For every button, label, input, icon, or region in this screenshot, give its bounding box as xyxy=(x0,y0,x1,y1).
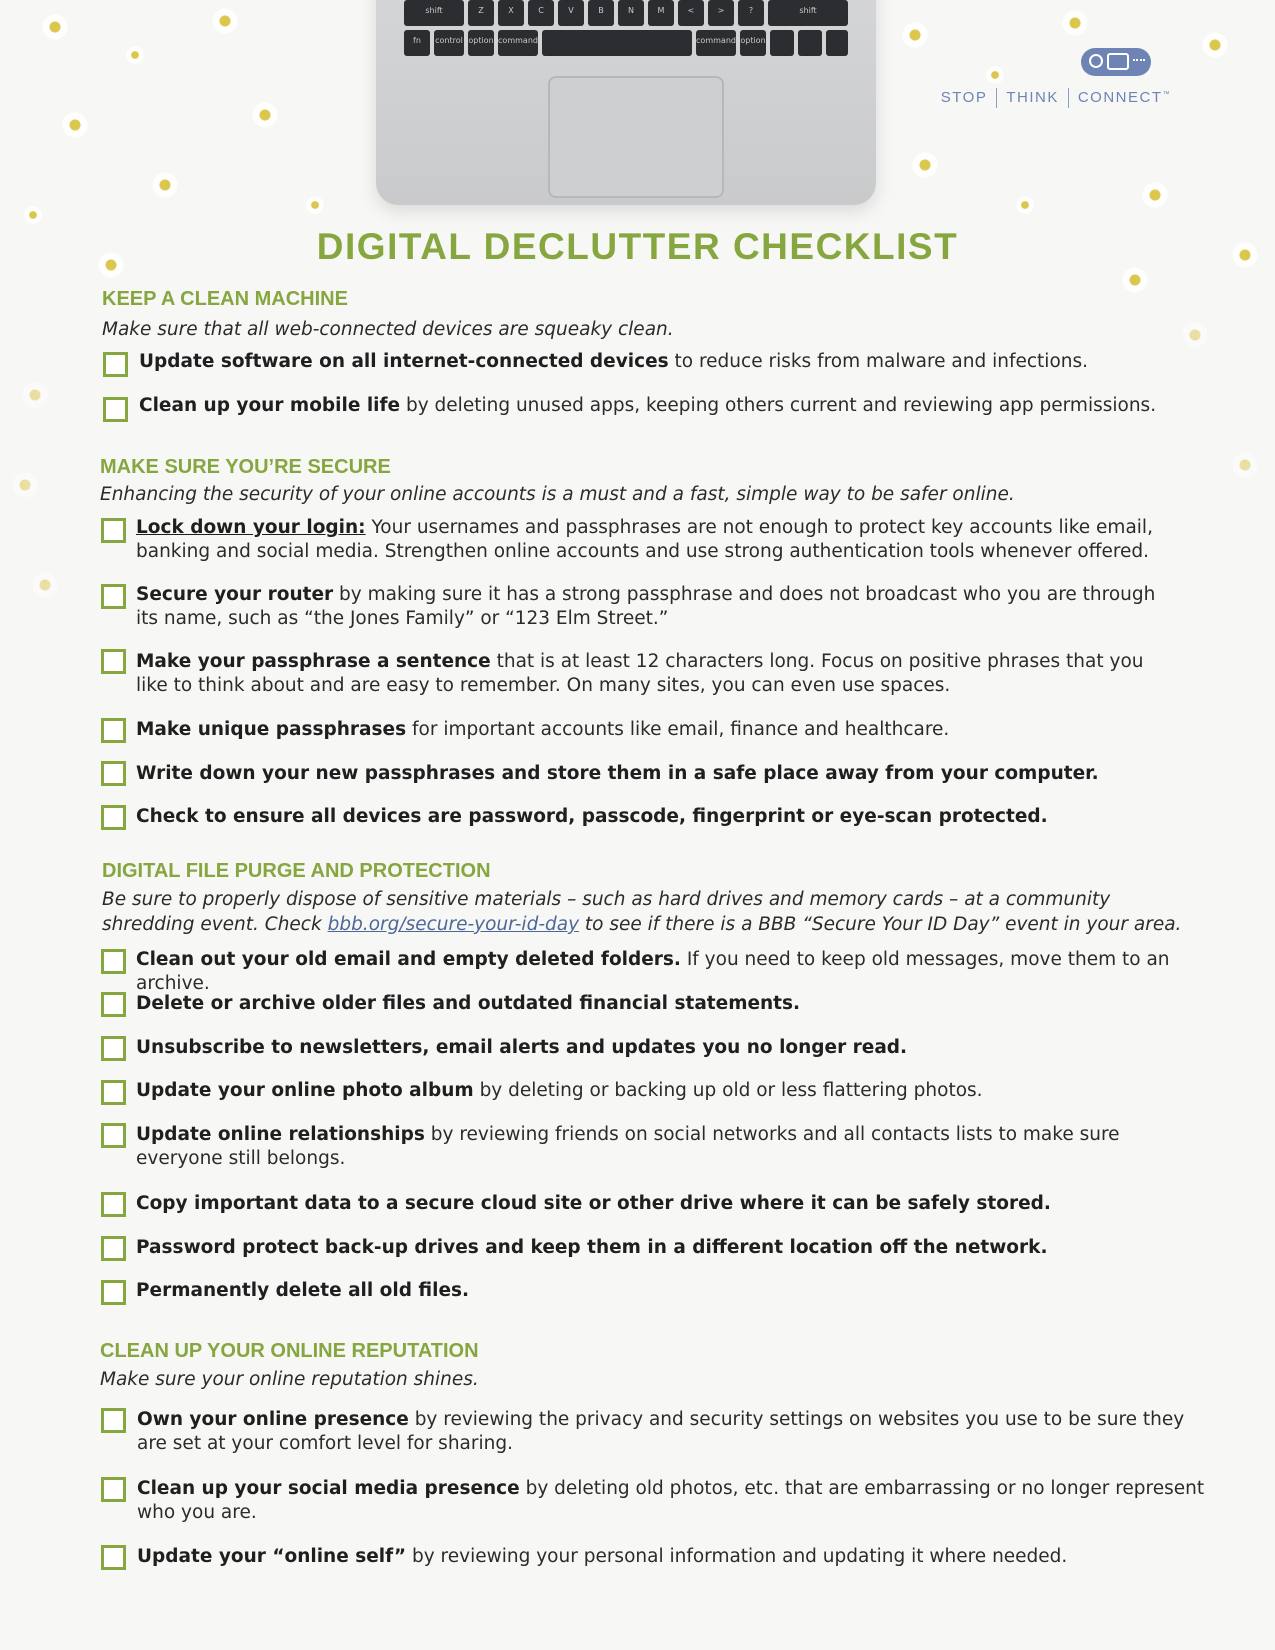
section-intro-secure: Enhancing the security of your online accounts is a must and a fast, simple way to be safer online. xyxy=(100,484,1015,505)
checkbox[interactable] xyxy=(101,949,126,974)
laptop-image xyxy=(376,0,876,205)
checkbox[interactable] xyxy=(101,1036,126,1061)
daisy-flower xyxy=(900,20,930,50)
checkbox[interactable] xyxy=(101,1192,126,1217)
daisy-flower xyxy=(20,380,50,410)
checkbox[interactable] xyxy=(101,718,126,743)
section-intro-clean-machine: Make sure that all web-connected devices are squeaky clean. xyxy=(102,319,674,340)
checkbox[interactable] xyxy=(101,761,126,786)
laptop-trackpad xyxy=(548,76,724,198)
checkbox[interactable] xyxy=(101,1477,126,1502)
key-arrow-left xyxy=(770,30,794,56)
daisy-flower xyxy=(1120,265,1150,295)
checklist-item-text: Clean out your old email and empty deleted folders. If you need to keep old messages, move them to an archive. xyxy=(136,949,1170,994)
checklist-item-text: Copy important data to a secure cloud site or other drive where it can be safely stored. xyxy=(136,1193,1051,1214)
checkbox[interactable] xyxy=(103,352,128,377)
checklist-item-text: Clean up your mobile life by deleting unused apps, keeping others current and reviewing app permissions. xyxy=(139,395,1157,416)
page-title: DIGITAL DECLUTTER CHECKLIST xyxy=(316,226,959,267)
key-b: B xyxy=(588,0,614,26)
checkbox[interactable] xyxy=(103,397,128,422)
logo-text xyxy=(941,88,1171,108)
checklist-item-text: Make your passphrase a sentence that is at least 12 characters long. Focus on positive phrases that you like to think about and are easy to remember. On many sites, you can even use spaces. xyxy=(136,651,1144,696)
checklist-item-text: Make unique passphrases for important accounts like email, finance and healthcare. xyxy=(136,719,950,740)
checklist-item-text: Password protect back-up drives and keep them in a different location off the network. xyxy=(136,1237,1048,1258)
daisy-flower xyxy=(1230,450,1260,480)
checklist-item-text: Check to ensure all devices are password, passcode, fingerprint or eye-scan protected. xyxy=(136,806,1048,827)
daisy-flower xyxy=(250,100,280,130)
checkbox[interactable] xyxy=(101,584,126,609)
key-shift-left: shift xyxy=(404,0,464,26)
key-gt: > xyxy=(708,0,734,26)
checkbox[interactable] xyxy=(101,1408,126,1433)
daisy-flower xyxy=(910,150,940,180)
key-lt: < xyxy=(678,0,704,26)
daisy-flower xyxy=(10,470,40,500)
checklist-item-text: Update online relationships by reviewing friends on social networks and all contacts lists to make sure everyone still belongs. xyxy=(136,1124,1120,1169)
checkbox[interactable] xyxy=(101,1123,126,1148)
daisy-flower xyxy=(23,205,44,226)
checklist-item-text: Update software on all internet-connected devices to reduce risks from malware and infections. xyxy=(139,351,1089,372)
logo-word-connect: CONNECT xyxy=(1077,88,1163,106)
stop-think-connect-logo xyxy=(911,48,1171,110)
key-v: V xyxy=(558,0,584,26)
checklist-item-text: Delete or archive older files and outdated financial statements. xyxy=(136,993,801,1014)
trademark-symbol: ™ xyxy=(1162,90,1171,98)
checkbox[interactable] xyxy=(101,1545,126,1570)
checklist-item-text: Secure your router by making sure it has a strong passphrase and does not broadcast who you are through its name, such as “the Jones Family” or “123 Elm Street.” xyxy=(136,584,1156,629)
section-heading-clean-machine: KEEP A CLEAN MACHINE xyxy=(102,288,348,310)
key-option: option xyxy=(468,30,494,56)
checklist-item-text: Lock down your login: Your usernames and passphrases are not enough to protect key accounts like email, banking and social media. Strengthen online accounts and use strong authentication tools whenever offered. xyxy=(136,517,1153,562)
daisy-flower xyxy=(1140,180,1170,210)
checklist-item-text: Write down your new passphrases and store them in a safe place away from your computer. xyxy=(136,763,1099,784)
daisy-flower xyxy=(210,6,240,36)
checkbox[interactable] xyxy=(101,1280,126,1305)
checklist-item-text: Update your online photo album by deleting or backing up old or less flattering photos. xyxy=(136,1080,983,1101)
key-command-right: command xyxy=(696,30,736,56)
section-intro-file-purge: Be sure to properly dispose of sensitive materials – such as hard drives and memory cards – at a community shredding event. Check bbb.org/secure-your-id-day to see if there is a BBB “Secure Your ID Day” event in your area. xyxy=(102,889,1182,935)
daisy-flower xyxy=(1015,195,1036,216)
key-n: N xyxy=(618,0,644,26)
section-heading-reputation: CLEAN UP YOUR ONLINE REPUTATION xyxy=(100,1340,479,1362)
key-c: C xyxy=(528,0,554,26)
checkbox[interactable] xyxy=(101,518,126,543)
daisy-flower xyxy=(1200,30,1230,60)
checklist-item-text: Update your “online self” by reviewing your personal information and updating it where needed. xyxy=(137,1546,1068,1567)
logo-word-stop: STOP xyxy=(940,88,988,106)
bbb-link[interactable]: bbb.org/secure-your-id-day xyxy=(327,914,580,935)
checkbox[interactable] xyxy=(101,805,126,830)
logo-icon xyxy=(1081,48,1151,76)
section-heading-secure: MAKE SURE YOU’RE SECURE xyxy=(100,456,391,478)
key-arrow-up-down xyxy=(798,30,822,56)
key-fn: fn xyxy=(404,30,430,56)
key-z: Z xyxy=(468,0,494,26)
key-command: command xyxy=(498,30,538,56)
key-x: X xyxy=(498,0,524,26)
key-arrow-right xyxy=(826,30,848,56)
daisy-flower xyxy=(305,195,326,216)
logo-word-think: THINK xyxy=(1006,88,1059,106)
checkbox[interactable] xyxy=(101,1236,126,1261)
daisy-flower xyxy=(60,110,90,140)
section-heading-file-purge: DIGITAL FILE PURGE AND PROTECTION xyxy=(102,860,491,882)
checklist-item-text: Own your online presence by reviewing the privacy and security settings on websites you use to be sure they are set at your comfort level for sharing. xyxy=(137,1409,1185,1454)
daisy-flower xyxy=(30,570,60,600)
checkbox[interactable] xyxy=(101,1080,126,1105)
checklist-item-text: Clean up your social media presence by deleting old photos, etc. that are embarrassing or no longer represent who you are. xyxy=(137,1478,1205,1523)
checklist-item-text: Permanently delete all old files. xyxy=(136,1280,470,1301)
laptop-keyboard xyxy=(404,0,848,60)
checkbox[interactable] xyxy=(101,649,126,674)
key-shift-right: shift xyxy=(768,0,848,26)
checklist-item-text: Unsubscribe to newsletters, email alerts and updates you no longer read. xyxy=(136,1037,908,1058)
key-space xyxy=(542,30,692,56)
daisy-flower xyxy=(150,170,180,200)
key-question: ? xyxy=(738,0,764,26)
checkbox[interactable] xyxy=(101,992,126,1017)
daisy-flower xyxy=(125,45,146,66)
key-control: control xyxy=(434,30,464,56)
daisy-flower xyxy=(40,12,70,42)
key-m: M xyxy=(648,0,674,26)
key-option-right: option xyxy=(740,30,766,56)
section-intro-reputation: Make sure your online reputation shines. xyxy=(100,1369,479,1390)
daisy-flower xyxy=(1060,8,1090,38)
